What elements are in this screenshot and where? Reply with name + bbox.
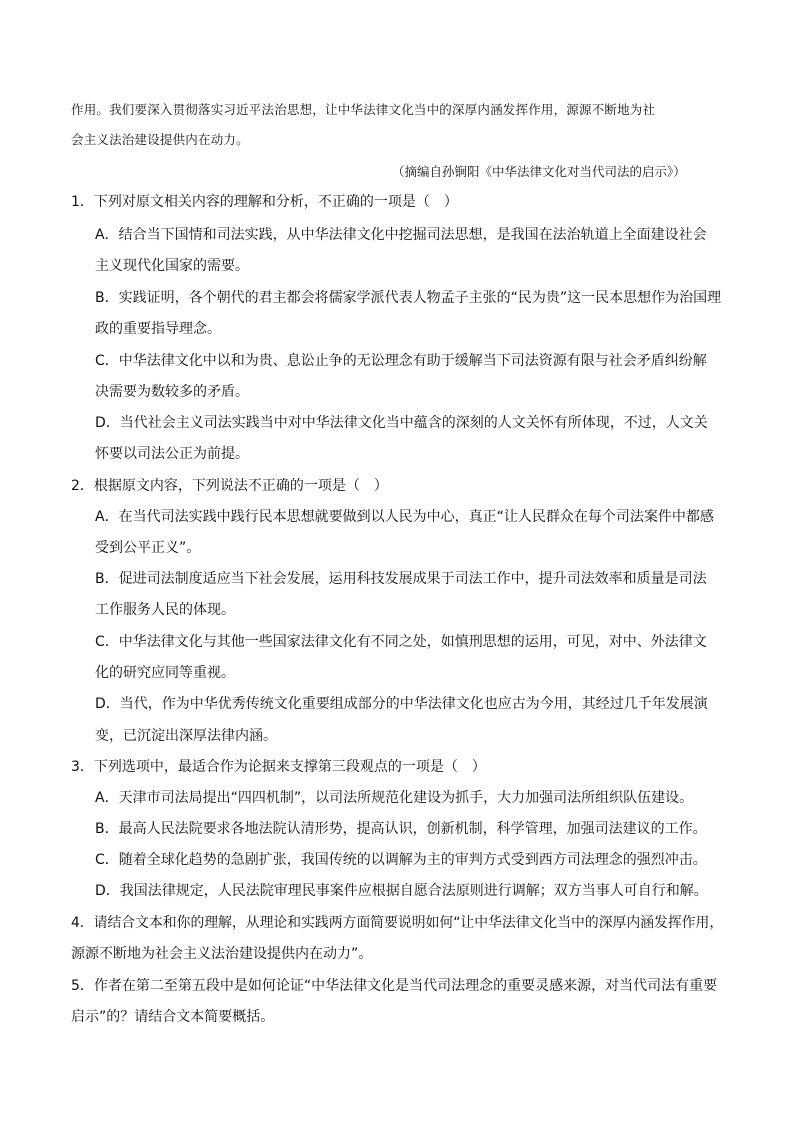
- question-3-option-c: C．随着全球化趋势的急剧扩张，我国传统的以调解为主的审判方式受到西方司法理念的强烈冲击。: [95, 852, 707, 868]
- question-2-option-b-line-2: 工作服务人民的体现。: [95, 602, 235, 618]
- question-5-stem-line-2: 启示”的？请结合文本简要概括。: [71, 1009, 275, 1025]
- question-4-stem-line-2: 源源不断地为社会主义法治建设提供内在动力”。: [71, 946, 373, 962]
- question-4-stem-line-1: 4．请结合文本和你的理解，从理论和实践两方面简要说明如何“让中华法律文化当中的深厚内涵发挥作用，: [71, 915, 724, 931]
- question-1-stem: 1．下列对原文相关内容的理解和分析，不正确的一项是（ ）: [71, 194, 458, 210]
- intro-line-1: 作用。我们要深入贯彻落实习近平法治思想，让中华法律文化当中的深厚内涵发挥作用，源源不断地为社: [71, 102, 656, 117]
- question-1-option-b-line-1: B．实践证明，各个朝代的君主都会将儒家学派代表人物孟子主张的“民为贵”这一民本思想作为治国理: [95, 290, 722, 306]
- question-2-option-a-line-2: 受到公平正义”。: [95, 540, 201, 556]
- question-2-stem: 2．根据原文内容，下列说法不正确的一项是（ ）: [71, 478, 388, 494]
- question-2-option-d-line-2: 变，已沉淀出深厚法律内涵。: [95, 728, 277, 744]
- question-3-option-a: A．天津市司法局提出“四四机制”，以司法所规范化建设为抓手，大力加强司法所组织队伍建设。: [95, 790, 694, 806]
- question-3-option-d: D．我国法律规定，人民法院审理民事案件应根据自愿合法原则进行调解；双方当事人可自行和解。: [95, 883, 708, 899]
- question-1-option-b-line-2: 政的重要指导理念。: [95, 321, 221, 337]
- question-1-option-a-line-2: 主义现代化国家的需要。: [95, 258, 249, 274]
- question-1-option-c-line-1: C．中华法律文化中以和为贵、息讼止争的无讼理念有助于缓解当下司法资源有限与社会矛盾纠纷解: [95, 353, 707, 369]
- question-1-option-a-line-1: A．结合当下国情和司法实践，从中华法律文化中挖掘司法思想，是我国在法治轨道上全面建设社会: [95, 227, 707, 243]
- question-1-option-d-line-1: D．当代社会主义司法实践当中对中华法律文化当中蕴含的深刻的人文关怀有所体现，不过，人文关: [95, 415, 708, 431]
- question-5-stem-line-1: 5．作者在第二至第五段中是如何论证“中华法律文化是当代司法理念的重要灵感来源，对当代司法有重要: [71, 978, 718, 994]
- source-citation: （摘编自孙锏阳《中华法律文化对当代司法的启示》）: [392, 164, 686, 179]
- question-2-option-d-line-1: D．当代，作为中华优秀传统文化重要组成部分的中华法律文化也应古为今用，其经过几千年发展演: [95, 696, 708, 712]
- question-2-option-c-line-2: 化的研究应同等重视。: [95, 665, 235, 681]
- question-1-option-d-line-2: 怀要以司法公正为前提。: [95, 446, 249, 462]
- question-2-option-b-line-1: B．促进司法制度适应当下社会发展，运用科技发展成果于司法工作中，提升司法效率和质量是司法: [95, 571, 707, 587]
- question-1-option-c-line-2: 决需要为数较多的矛盾。: [95, 384, 249, 400]
- question-3-option-b: B．最高人民法院要求各地法院认清形势，提高认识，创新机制，科学管理，加强司法建议的工作。: [95, 821, 707, 837]
- question-2-option-c-line-1: C．中华法律文化与其他一些国家法律文化有不同之处，如慎刑思想的运用，可见，对中、外法律文: [95, 634, 707, 650]
- question-3-stem: 3．下列选项中，最适合作为论据来支撑第三段观点的一项是（ ）: [71, 759, 486, 775]
- question-2-option-a-line-1: A．在当代司法实践中践行民本思想就要做到以人民为中心，真正“让人民群众在每个司法案件中都感: [95, 509, 714, 525]
- intro-line-2: 会主义法治建设提供内在动力。: [71, 132, 249, 147]
